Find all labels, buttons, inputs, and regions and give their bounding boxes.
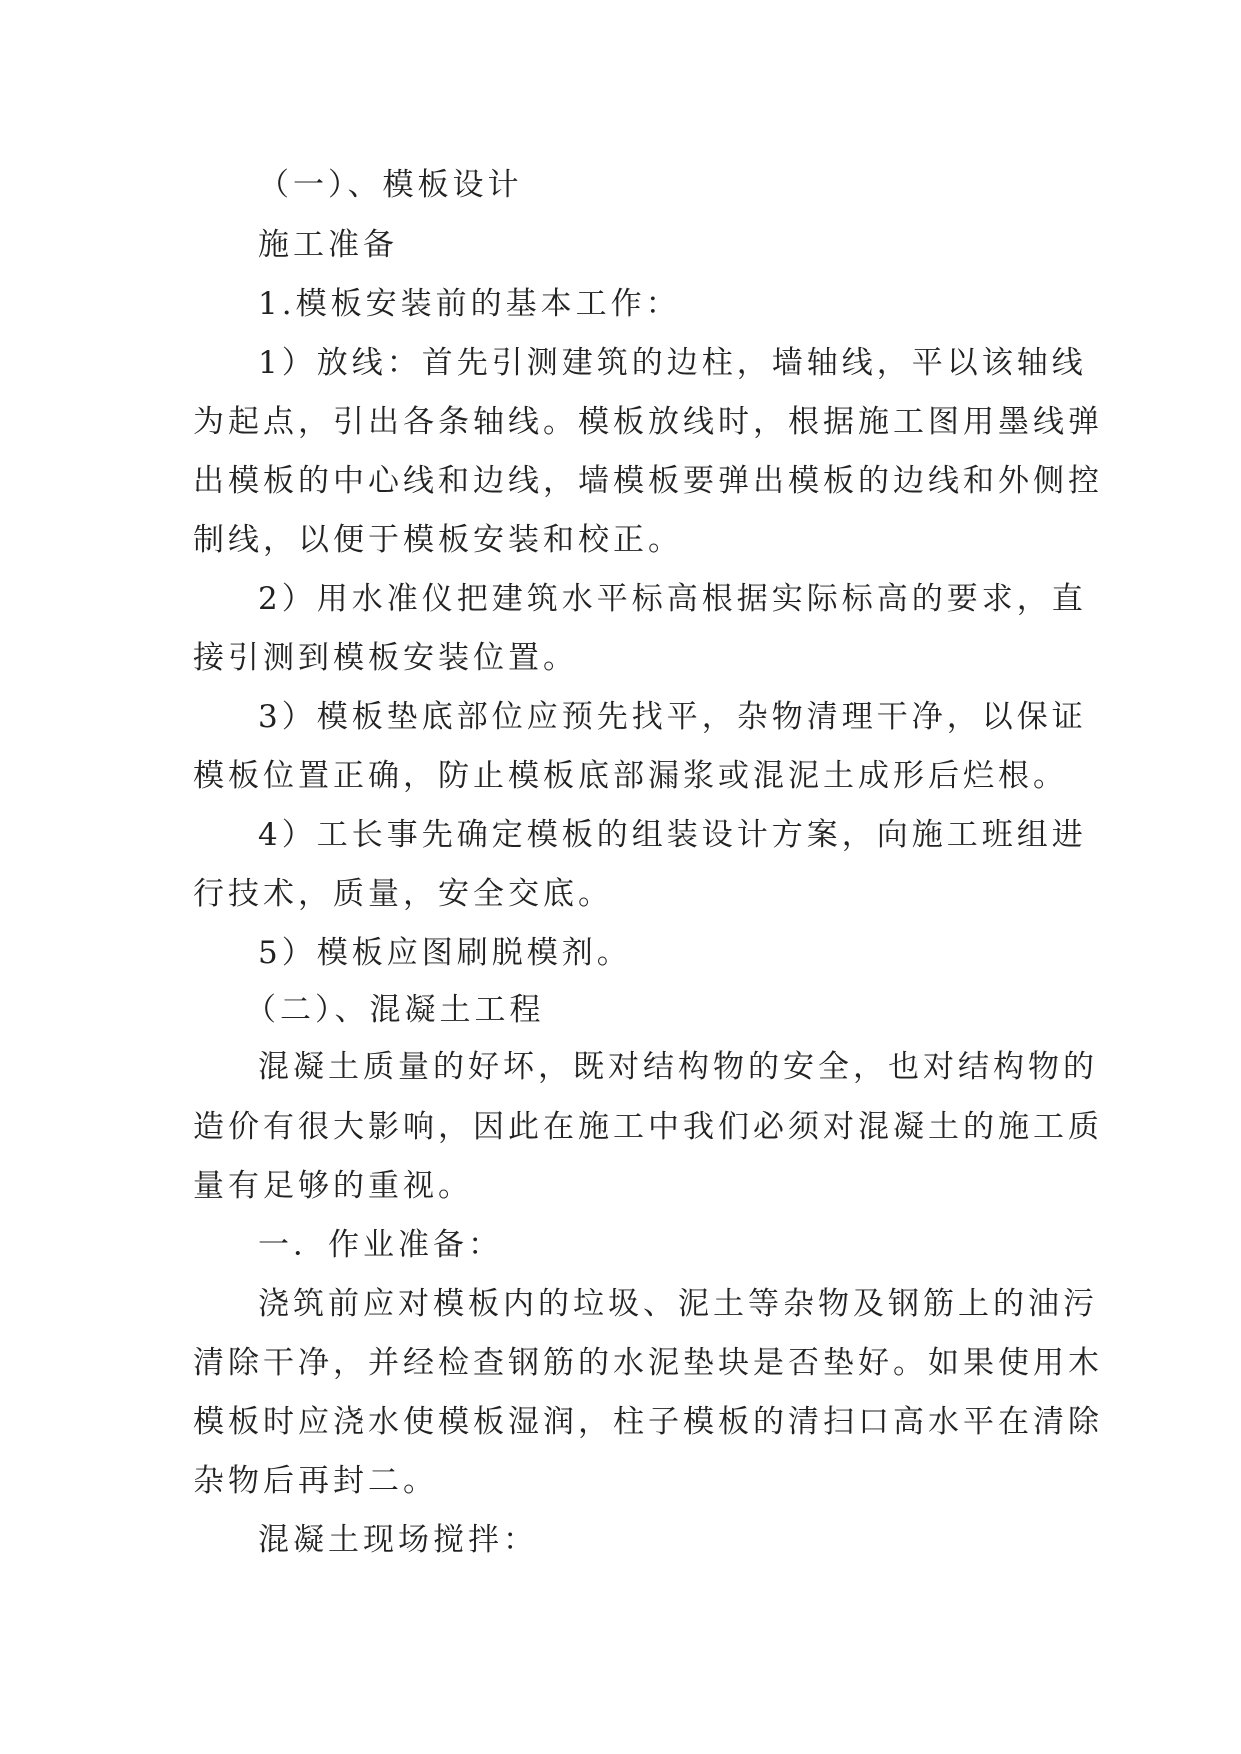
paragraph-line: 混凝土质量的好坏，既对结构物的安全，也对结构物的 <box>258 1049 1098 1085</box>
paragraph-line: 浇筑前应对模板内的垃圾、泥土等杂物及钢筋上的油污 <box>258 1286 1098 1322</box>
numbered-heading-basic-work: 1.模板安装前的基本工作： <box>258 286 681 322</box>
paragraph-line: 清除干净，并经检查钢筋的水泥垫块是否垫好。如果使用木 <box>193 1345 1103 1381</box>
paragraph-line: 杂物后再封二。 <box>193 1463 438 1499</box>
paragraph-line: 2）用水准仪把建筑水平标高根据实际标高的要求，直 <box>258 581 1087 617</box>
paragraph-line: 出模板的中心线和边线，墙模板要弹出模板的边线和外侧控 <box>193 463 1103 499</box>
paragraph-line: 制线，以便于模板安装和校正。 <box>193 522 683 558</box>
subheading-work-preparation: 一．作业准备： <box>258 1227 503 1263</box>
paragraph-line: 行技术，质量，安全交底。 <box>193 876 613 912</box>
paragraph-line: 造价有很大影响，因此在施工中我们必须对混凝土的施工质 <box>193 1109 1103 1145</box>
paragraph-line: 接引测到模板安装位置。 <box>193 640 578 676</box>
paragraph-line: 1）放线：首先引测建筑的边柱，墙轴线，平以该轴线 <box>258 345 1087 381</box>
subheading-onsite-mixing: 混凝土现场搅拌： <box>258 1522 538 1558</box>
paragraph-line: 模板时应浇水使模板湿润，柱子模板的清扫口高水平在清除 <box>193 1404 1103 1440</box>
paragraph-line: 模板位置正确，防止模板底部漏浆或混泥土成形后烂根。 <box>193 758 1068 794</box>
paragraph-line: 为起点，引出各条轴线。模板放线时，根据施工图用墨线弹 <box>193 404 1103 440</box>
paragraph-line: 量有足够的重视。 <box>193 1168 473 1204</box>
subheading-construction-preparation: 施工准备 <box>258 227 398 263</box>
section-heading-formwork-design: （一）、模板设计 <box>258 167 523 203</box>
paragraph-line: 4）工长事先确定模板的组装设计方案，向施工班组进 <box>258 817 1087 853</box>
paragraph-line: 5）模板应图刷脱模剂。 <box>258 935 632 971</box>
paragraph-line: 3）模板垫底部位应预先找平，杂物清理干净，以保证 <box>258 699 1087 735</box>
section-heading-concrete-works: （二）、混凝土工程 <box>245 992 545 1028</box>
